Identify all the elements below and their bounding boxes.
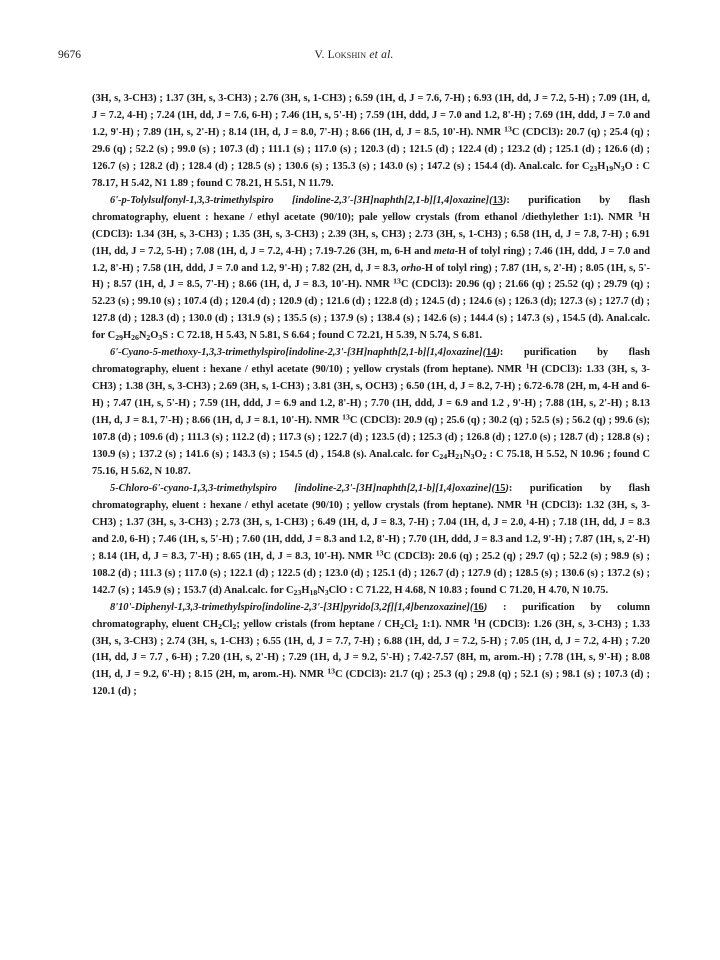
experimental-text	[92, 91, 650, 701]
running-title	[58, 49, 650, 61]
paragraph-4: 8'10'-Diphenyl-1,3,3-trimethylspiro[indoline-2,3'-[3H]pyrido[3,2f][1,4]benzoxazine](16) : purification by column chromatography, eluent $CH_2Cl_2$; yellow cristals (from heptane / $CH_2Cl_2$ 1:1). NMR $^1$H (CDCl3): 1.26 (3H, s, 3-CH3) ; 1.33 (3H, s, 3-CH3) ; 2.74 (3H, s, 1-CH3) ; 6.55 (1H, d, J = 7.7, 7-H) ; 6.88 (1H, dd, J = 7.2, 5-H) ; 7.05 (1H, d, J = 7.2, 4-H) ; 7.20 (1H, dd, J = 7.7 , 6-H) ; 7.20 (1H, s, 2'-H) ; 7.29 (1H, d, J = 9.2, 5'-H) ; 7.42-7.57 (8H, m, arom.-H) ; 7.78 (1H, s, 9'-H) ; 8.08 (1H, d, J = 9.2, 6'-H) ; 8.15 (2H, m, arom.-H). NMR $^{13}$C (CDCl3): 21.7 (q) ; 25.3 (q) ; 29.8 (q) ; 52.1 (s) ; 98.1 (s) ; 107.3 (d) ; 120.1 (d) ;	[92, 601, 650, 698]
paragraph-1: 6'-p-Tolylsulfonyl-1,3,3-trimethylspiro [indoline-2,3'-[3H]naphth[2,1-b][1,4]oxazine](13): purification by flash chromatography, eluent : hexane / ethyl acetate (90/10); pale yellow crystals (from ethanol /diethylether 1:1). NMR $^1$H (CDCl3): 1.34 (3H, s, 3-CH3) ; 1.35 (3H, s, 3-CH3) ; 2.39 (3H, s, CH3) ; 2.73 (3H, s, 1-CH3) ; 6.58 (1H, d, J = 7.8, 7-H) ; 6.91 (1H, dd, J = 7.2, 5-H) ; 7.08 (1H, d, J = 7.2, 4-H) ; 7.19-7.26 (3H, m, 6-H and meta-H of tolyl ring) ; 7.46 (1H, ddd, J = 7.0 and 1.2, 8'-H) ; 7.58 (1H, ddd, J = 7.0 and 1.2, 9'-H) ; 7.82 (2H, d, J = 8.3, orho-H of tolyl ring) ; 7.87 (1H, s, 2'-H) ; 8.05 (1H, s, 5'-H) ; 8.57 (1H, d, J = 8.5, 7'-H) ; 8.66 (1H, d, J = 8.3, 10'-H). NMR $^{13}$C (CDCl3): 20.96 (q) ; 21.66 (q) ; 25.52 (q) ; 29.79 (q) ; 52.23 (s) ; 99.10 (s) ; 107.4 (d) ; 120.4 (d) ; 120.9 (d) ; 121.6 (d) ; 122.8 (d) ; 124.5 (d) ; 124.6 (s) ; 126.3 (d); 127.3 (s) ; 127.7 (d) ; 127.8 (d) ; 128.3 (d) ; 130.0 (d) ; 131.9 (s) ; 135.5 (s) ; 137.9 (s) ; 138.4 (s) ; 142.6 (s) ; 144.4 (s) ; 147.3 (s) , 154.5 (d). Anal.calc. for $C_{29}H_{26}N_2O_3S$ : C 72.18, H 5.43, N 5.81, S 6.64 ; found C 72.21, H 5.39, N 5.74, S 6.81.	[92, 194, 650, 343]
paragraph-2: 6'-Cyano-5-methoxy-1,3,3-trimethylspiro[indoline-2,3'-[3H]naphth[2,1-b][1,4]oxazine](14): purification by flash chromatography, eluent : hexane / ethyl acetate (90/10) ; yellow crystals (from heptane). NMR $^1$H (CDCl3): 1.33 (3H, s, 3-CH3) ; 1.38 (3H, s, 3-CH3) ; 2.69 (3H, s, 1-CH3) ; 3.81 (3H, s, OCH3) ; 6.50 (1H, d, J = 8.2, 7-H) ; 6.72-6.78 (2H, m, 4-H and 6-H) ; 7.47 (1H, s, 5'-H) ; 7.59 (1H, ddd, J = 6.9 and 1.2, 8'-H) ; 7.70 (1H, ddd, J = 6.9 and 1.2 , 9'-H) ; 7.88 (1H, s, 2'-H) ; 8.13 (1H, d, J = 8.1, 7'-H) ; 8.66 (1H, d, J = 8.1, 10'-H). NMR $^{13}$C (CDCl3): 20.9 (q) ; 25.6 (q) ; 30.2 (q) ; 52.5 (s) ; 56.2 (q) ; 99.6 (s); 107.8 (d) ; 109.6 (d) ; 111.3 (s) ; 112.2 (d) ; 117.3 (s) ; 122.7 (d) ; 123.5 (d) ; 125.3 (d) ; 126.8 (d) ; 127.0 (s) ; 128.7 (d) ; 128.8 (s) ; 130.9 (s) ; 137.2 (s) ; 141.6 (s) ; 143.3 (s) ; 154.5 (d) , 154.8 (s). Anal.calc. for $C_{24}H_{21}N_3O_2$ : C 75.18, H 5.52, N 10.96 ; found C 75.16, H 5.62, N 10.87.	[92, 347, 650, 477]
running-head	[58, 49, 650, 65]
paragraph-0: (3H, s, 3-CH3) ; 1.37 (3H, s, 3-CH3) ; 2.76 (3H, s, 1-CH3) ; 6.59 (1H, d, J = 7.6, 7-H) ; 6.93 (1H, dd, J = 7.2, 5-H) ; 7.09 (1H, d, J = 7.2, 4-H) ; 7.24 (1H, dd, J = 7.6, 6-H) ; 7.46 (1H, s, 5'-H) ; 7.59 (1H, ddd, J = 7.0 and 1.2, 8'-H) ; 7.69 (1H, ddd, J = 7.0 and 1.2, 9'-H) ; 7.89 (1H, s, 2'-H) ; 8.14 (1H, d, J = 8.0, 7'-H) ; 8.66 (1H, d, J = 8.5, 10'-H). NMR $^{13}$C (CDCl3): 20.7 (q) ; 25.4 (q) ; 29.6 (q) ; 52.2 (s) ; 99.0 (s) ; 107.3 (d) ; 111.1 (s) ; 117.0 (s) ; 120.3 (d) ; 121.5 (d) ; 122.4 (d) ; 123.2 (d) ; 125.1 (d) ; 126.6 (d) ; 126.7 (s) ; 128.2 (d) ; 128.4 (d) ; 128.5 (s) ; 130.6 (s) ; 135.3 (s) ; 143.0 (s) ; 147.2 (s) ; 154.4 (d). Anal.calc. for $C_{23}H_{19}N_3O$ : C 78.17, H 5.42, N1 1.89 ; found C 78.21, H 5.51, N 11.79.	[92, 93, 650, 189]
page-number: 9676	[58, 49, 81, 61]
running-title-et-al: et al.	[369, 49, 394, 61]
running-title-author: V. Lokshin	[314, 49, 367, 61]
paragraph-3: 5-Chloro-6'-cyano-1,3,3-trimethylspiro [indoline-2,3'-[3H]naphth[2,1-b][1,4]oxazine](15): purification by flash chromatography, eluent : hexane / ethyl acetate (90/10) ; yellow crystals (from heptane). NMR $^1$H (CDCl3): 1.32 (3H, s, 3-CH3) ; 1.37 (3H, s, 3-CH3) ; 2.73 (3H, s, 1-CH3) ; 6.49 (1H, d, J = 8.3, 7-H) ; 7.04 (1H, d, J = 2.0, 4-H) ; 7.18 (1H, dd, J = 8.3 and 2.0, 6-H) ; 7.46 (1H, s, 5'-H) ; 7.60 (1H, ddd, J = 8.3 and 1.2, 8'-H) ; 7.70 (1H, ddd, J = 8.3 and 1.2, 9'-H) ; 7.87 (1H, s, 2'-H) ; 8.14 (1H, d, J = 8.3, 7'-H) ; 8.65 (1H, d, J = 8.3, 10'-H). NMR $^{13}$C (CDCl3): 20.6 (q) ; 25.2 (q) ; 29.7 (q) ; 52.2 (s) ; 98.9 (s) ; 108.2 (d) ; 111.3 (s) ; 117.0 (s) ; 122.1 (d) ; 122.5 (d) ; 123.0 (d) ; 125.1 (d) ; 126.7 (d) ; 127.9 (d) ; 128.5 (s) ; 130.6 (s) ; 137.2 (s) ; 142.7 (s) ; 145.9 (s) ; 153.7 (d) Anal.calc. for $C_{23}H_{18}N_3ClO$ : C 71.22, H 4.68, N 10.83 ; found C 71.20, H 4.70, N 10.75.	[92, 482, 650, 597]
